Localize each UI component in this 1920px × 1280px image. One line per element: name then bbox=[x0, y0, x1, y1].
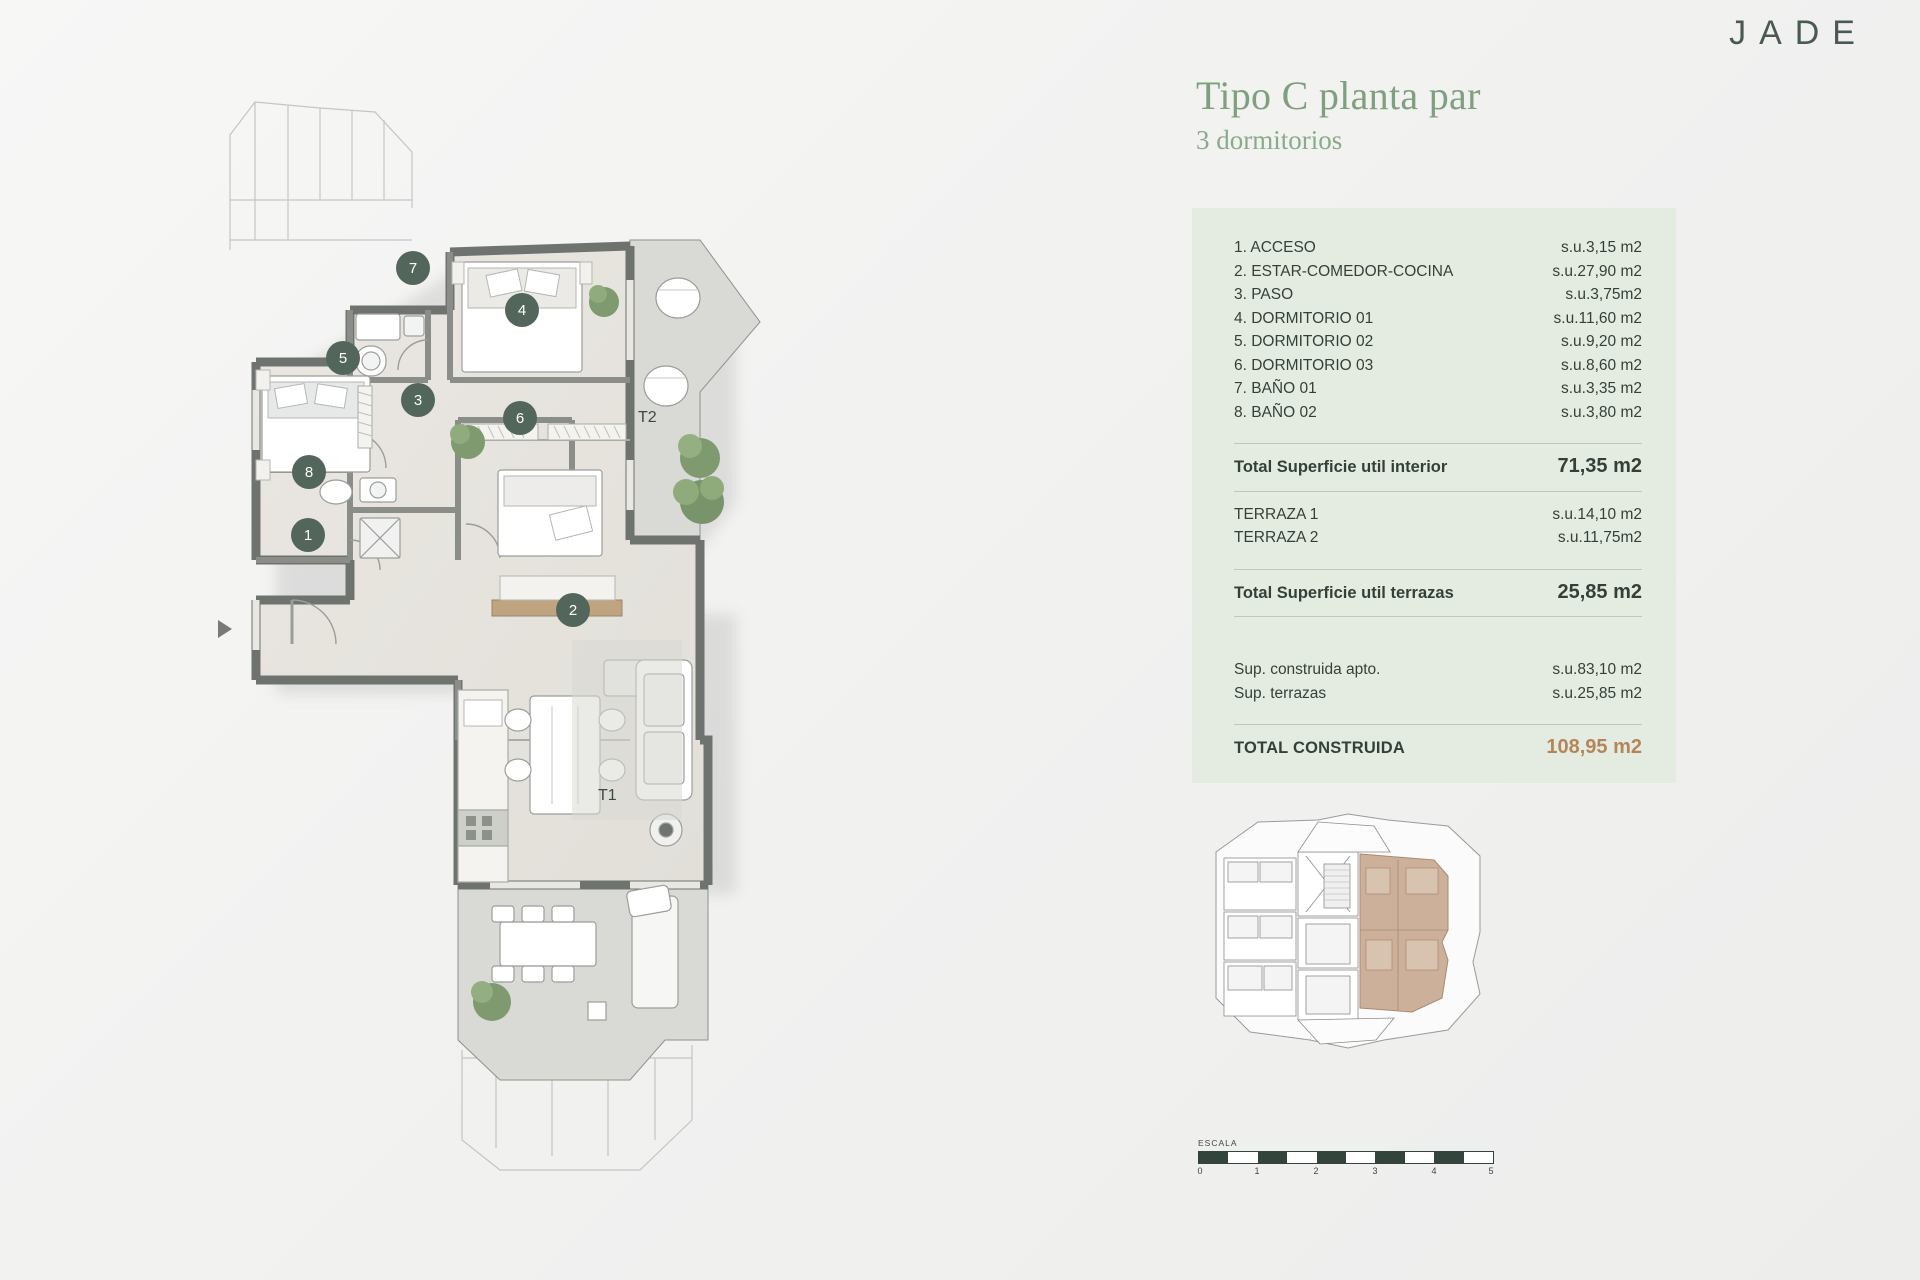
floor-plan bbox=[200, 40, 900, 1200]
room-marker: 6 bbox=[503, 401, 537, 435]
scale-tick: 2 bbox=[1313, 1166, 1319, 1176]
total-terraces-row bbox=[1234, 581, 1642, 606]
total-built-value: 108,95 m2 bbox=[1546, 736, 1642, 758]
room-marker: 2 bbox=[556, 593, 590, 627]
built-value: s.u.25,85 m2 bbox=[1552, 684, 1642, 702]
area-value: s.u.27,90 m2 bbox=[1552, 262, 1642, 280]
area-label: 6. DORMITORIO 03 bbox=[1234, 356, 1374, 374]
scale-tick: 4 bbox=[1431, 1166, 1437, 1176]
scale-bar bbox=[1198, 1151, 1494, 1164]
room-marker: 4 bbox=[505, 293, 539, 327]
room-marker: 8 bbox=[292, 455, 326, 489]
area-row bbox=[1234, 260, 1642, 284]
area-value: s.u.3,35 m2 bbox=[1561, 380, 1642, 397]
terrace-value: s.u.11,75m2 bbox=[1557, 529, 1642, 546]
area-value: s.u.11,60 m2 bbox=[1553, 309, 1642, 327]
terrace-value: s.u.14,10 m2 bbox=[1552, 505, 1642, 523]
area-label: 4. DORMITORIO 01 bbox=[1234, 309, 1374, 327]
areas-panel bbox=[1192, 208, 1676, 783]
area-label: 8. BAÑO 02 bbox=[1234, 403, 1317, 421]
built-label: Sup. construida apto. bbox=[1234, 661, 1381, 678]
terrace-label: TERRAZA 1 bbox=[1234, 505, 1319, 523]
area-row bbox=[1234, 401, 1642, 425]
total-built-label: TOTAL CONSTRUIDA bbox=[1234, 739, 1405, 757]
area-label: 5. DORMITORIO 02 bbox=[1234, 333, 1374, 350]
scale-tick: 1 bbox=[1254, 1166, 1260, 1176]
area-row bbox=[1234, 307, 1642, 331]
total-terraces-label: Total Superficie util terrazas bbox=[1234, 583, 1454, 602]
area-row bbox=[1234, 236, 1642, 260]
room-marker: 1 bbox=[291, 518, 325, 552]
total-interior-label: Total Superficie util interior bbox=[1234, 458, 1448, 476]
total-interior-row bbox=[1234, 455, 1642, 480]
brand-logo: JADE bbox=[1729, 14, 1868, 52]
divider bbox=[1234, 616, 1642, 617]
page-title: Tipo C planta par bbox=[1196, 73, 1481, 118]
area-label: 1. ACCESO bbox=[1234, 239, 1316, 256]
scale-tick: 3 bbox=[1372, 1166, 1378, 1176]
floor-plan-drawing bbox=[200, 40, 900, 1200]
area-row bbox=[1234, 377, 1642, 401]
terrace-marker-t1: T1 bbox=[598, 787, 617, 804]
header-block bbox=[1196, 72, 1696, 156]
area-value: s.u.3,75m2 bbox=[1565, 286, 1642, 303]
divider bbox=[1234, 443, 1642, 444]
built-label: Sup. terrazas bbox=[1234, 684, 1327, 702]
terrace-row bbox=[1234, 526, 1642, 550]
key-plan bbox=[1198, 812, 1498, 1052]
area-label: 7. BAÑO 01 bbox=[1234, 380, 1317, 397]
divider bbox=[1234, 569, 1642, 570]
scale-tick: 0 bbox=[1197, 1166, 1203, 1176]
total-terraces-value: 25,85 m2 bbox=[1557, 580, 1642, 603]
terrace-row bbox=[1234, 503, 1642, 527]
room-marker: 5 bbox=[326, 341, 360, 375]
total-interior-value: 71,35 m2 bbox=[1557, 455, 1642, 477]
built-row bbox=[1234, 658, 1642, 682]
built-value: s.u.83,10 m2 bbox=[1552, 661, 1642, 678]
scale-ticks bbox=[1198, 1166, 1494, 1180]
area-value: s.u.3,80 m2 bbox=[1561, 403, 1642, 421]
terrace-marker-t2: T2 bbox=[638, 409, 657, 426]
scale-bar-block bbox=[1198, 1138, 1498, 1180]
divider bbox=[1234, 724, 1642, 725]
area-row bbox=[1234, 330, 1642, 354]
area-label: 3. PASO bbox=[1234, 286, 1294, 303]
area-row bbox=[1234, 283, 1642, 307]
area-value: s.u.8,60 m2 bbox=[1561, 356, 1642, 374]
area-value: s.u.9,20 m2 bbox=[1561, 333, 1642, 350]
area-value: s.u.3,15 m2 bbox=[1561, 239, 1642, 256]
page-subtitle: 3 dormitorios bbox=[1196, 125, 1343, 155]
divider bbox=[1234, 491, 1642, 492]
total-built-row bbox=[1234, 736, 1642, 761]
room-marker: 3 bbox=[401, 383, 435, 417]
built-row bbox=[1234, 682, 1642, 706]
room-marker: 7 bbox=[396, 251, 430, 285]
area-row bbox=[1234, 354, 1642, 378]
terrace-label: TERRAZA 2 bbox=[1234, 529, 1319, 546]
area-label: 2. ESTAR-COMEDOR-COCINA bbox=[1234, 262, 1454, 280]
scale-tick: 5 bbox=[1488, 1166, 1494, 1176]
scale-label: ESCALA bbox=[1198, 1138, 1238, 1148]
